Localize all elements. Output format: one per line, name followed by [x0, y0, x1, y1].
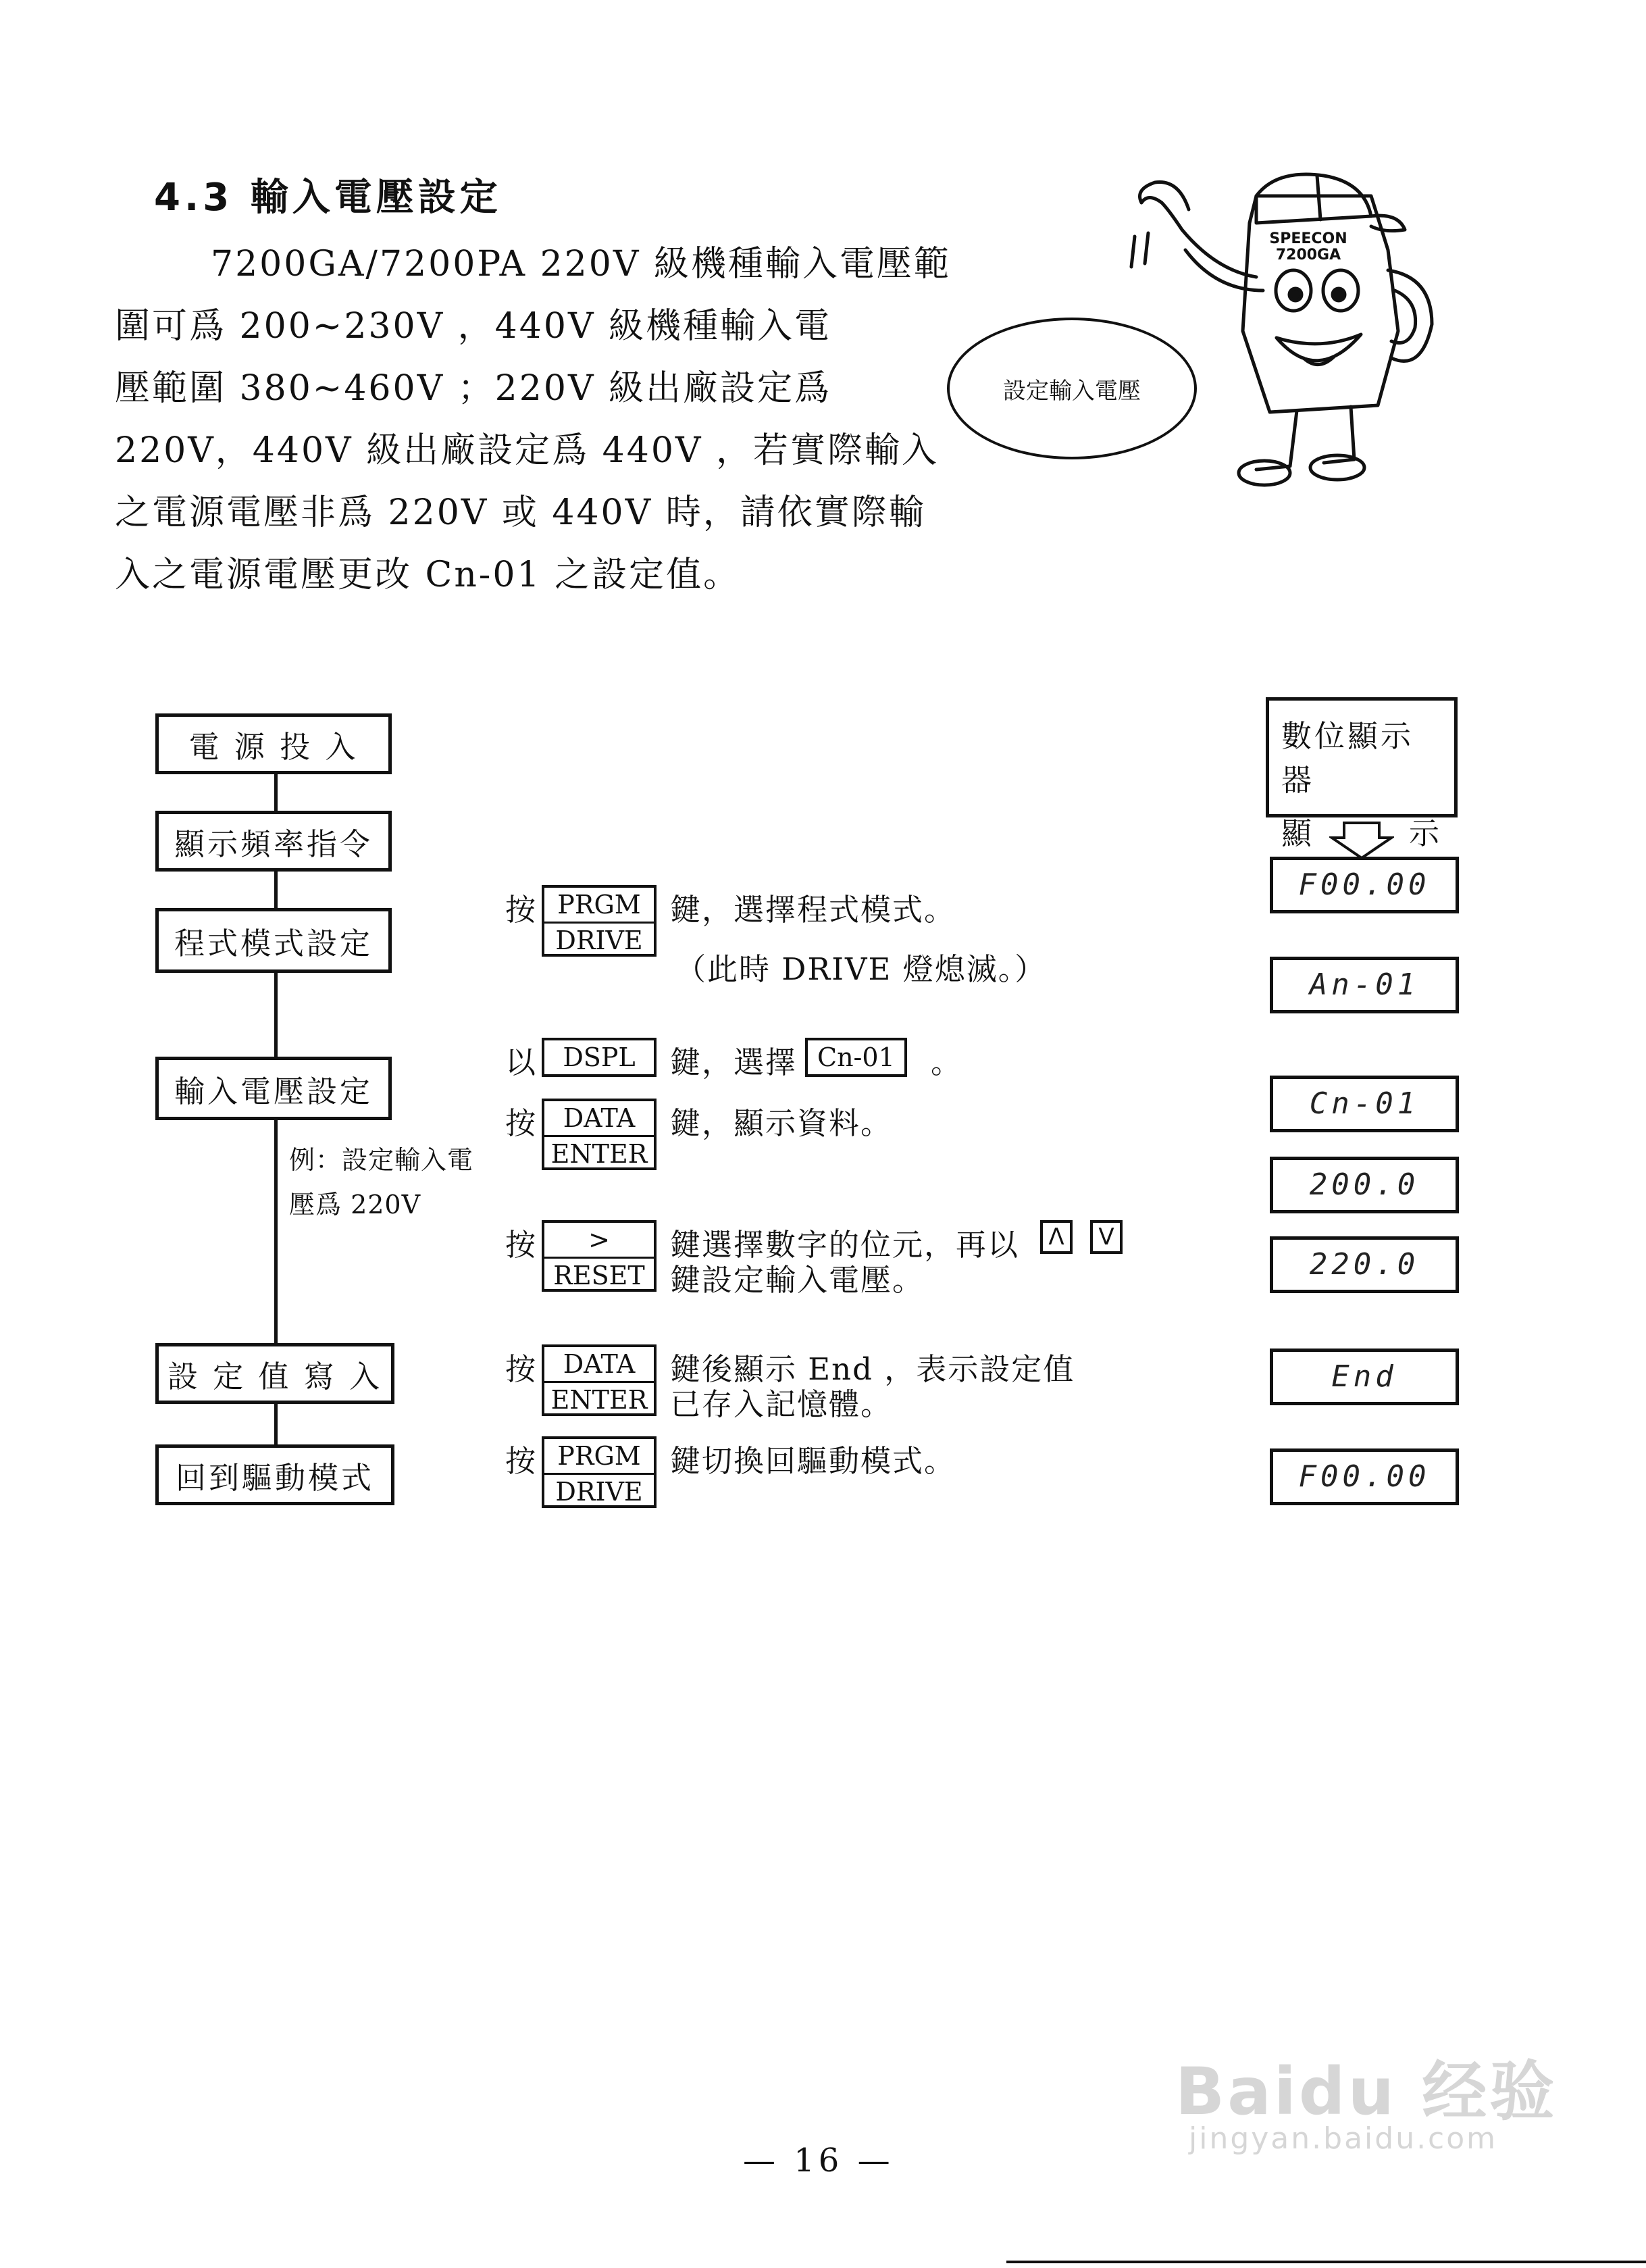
lcd-readout: An-01	[1270, 957, 1459, 1013]
flow-step-program-mode: 程式模式設定	[155, 908, 392, 973]
step3-text: 鍵，顯示資料。	[670, 1105, 893, 1141]
step6-text: 鍵切換回驅動模式。	[670, 1443, 956, 1479]
bottom-rule	[1006, 2261, 1646, 2263]
press-label: 按	[505, 892, 538, 928]
speech-bubble	[947, 318, 1197, 459]
down-arrow-icon	[1329, 820, 1394, 861]
data-enter-key: DATA ENTER	[542, 1099, 657, 1170]
lcd-readout: 200.0	[1270, 1157, 1459, 1213]
press-label: 按	[505, 1351, 538, 1387]
dspl-key: DSPL	[542, 1038, 657, 1077]
example-note: 壓爲 220V	[289, 1190, 421, 1219]
step5-line2: 已存入記憶體。	[670, 1386, 893, 1422]
watermark-brand: Baidu 经验	[1175, 2054, 1558, 2130]
speech-bubble-text: 設定輸入電壓	[1003, 377, 1141, 405]
press-label: 按	[505, 1105, 538, 1141]
lcd-readout: F00.00	[1270, 1448, 1459, 1505]
data-enter-key: DATA ENTER	[542, 1344, 657, 1416]
press-label: 按	[505, 1443, 538, 1479]
prgm-drive-key: PRGM DRIVE	[542, 885, 657, 957]
flow-connector	[274, 1401, 278, 1447]
flow-step-power-on: 電 源 投 入	[155, 713, 392, 774]
press-label: 按	[505, 1227, 538, 1263]
shift-reset-key: > RESET	[542, 1220, 657, 1292]
paragraph-line: 入之電源電壓更改 Cn-01 之設定值。	[115, 555, 741, 595]
flow-step-input-voltage: 輸入電壓設定	[155, 1057, 392, 1120]
watermark-url: jingyan.baidu.com	[1189, 2121, 1498, 2156]
prgm-drive-key: PRGM DRIVE	[542, 1436, 657, 1508]
paragraph-line: 之電源電壓非爲 220V 或 440V 時，請依實際輸	[115, 493, 926, 533]
cn01-tag: Cn-01	[805, 1038, 907, 1077]
paragraph-line: 7200GA/7200PA 220V 級機種輸入電壓範	[211, 244, 951, 284]
flow-connector	[274, 870, 278, 913]
flow-step-display-frequency: 顯示頻率指令	[155, 811, 392, 872]
lcd-readout: End	[1270, 1349, 1459, 1405]
flow-step-write-setting: 設 定 值 寫 入	[155, 1343, 394, 1404]
lcd-readout: F00.00	[1270, 857, 1459, 913]
example-note: 例：設定輸入電	[289, 1145, 474, 1175]
step5-text: 鍵後顯示 End ，表示設定值	[670, 1351, 1075, 1387]
step4-line2: 鍵設定輸入電壓。	[670, 1262, 925, 1298]
step1-note: （此時 DRIVE 燈熄滅。）	[675, 951, 1047, 987]
down-key: V	[1090, 1220, 1123, 1254]
paragraph-line: 壓範圍 380~460V ；220V 級出廠設定爲	[115, 368, 832, 409]
lcd-readout: Cn-01	[1270, 1076, 1459, 1132]
step1-text: 鍵，選擇程式模式。	[670, 892, 956, 928]
flow-connector	[274, 1117, 278, 1347]
paragraph-line: 220V，440V 級出廠設定爲 440V ，若實際輸入	[115, 430, 940, 471]
mascot-cap-text: SPEECON 7200GA	[1269, 230, 1347, 263]
flow-connector	[274, 770, 278, 813]
display-header: 數位顯示器 顯 示	[1266, 697, 1458, 817]
step2-text: 鍵，選擇	[670, 1044, 798, 1080]
section-title: 4.3 輸入電壓設定	[154, 176, 502, 220]
flow-step-return-drive: 回到驅動模式	[155, 1444, 394, 1505]
page-number: — 16 —	[743, 2142, 894, 2179]
lcd-readout: 220.0	[1270, 1236, 1459, 1293]
paragraph-line: 圍可爲 200~230V ，440V 級機種輸入電	[115, 306, 832, 347]
step4-text: 鍵選擇數字的位元，再以	[670, 1227, 1020, 1263]
step2-end: 。	[931, 1044, 963, 1080]
up-key: Λ	[1040, 1220, 1073, 1254]
use-label: 以	[505, 1044, 538, 1080]
flow-connector	[274, 970, 278, 1062]
